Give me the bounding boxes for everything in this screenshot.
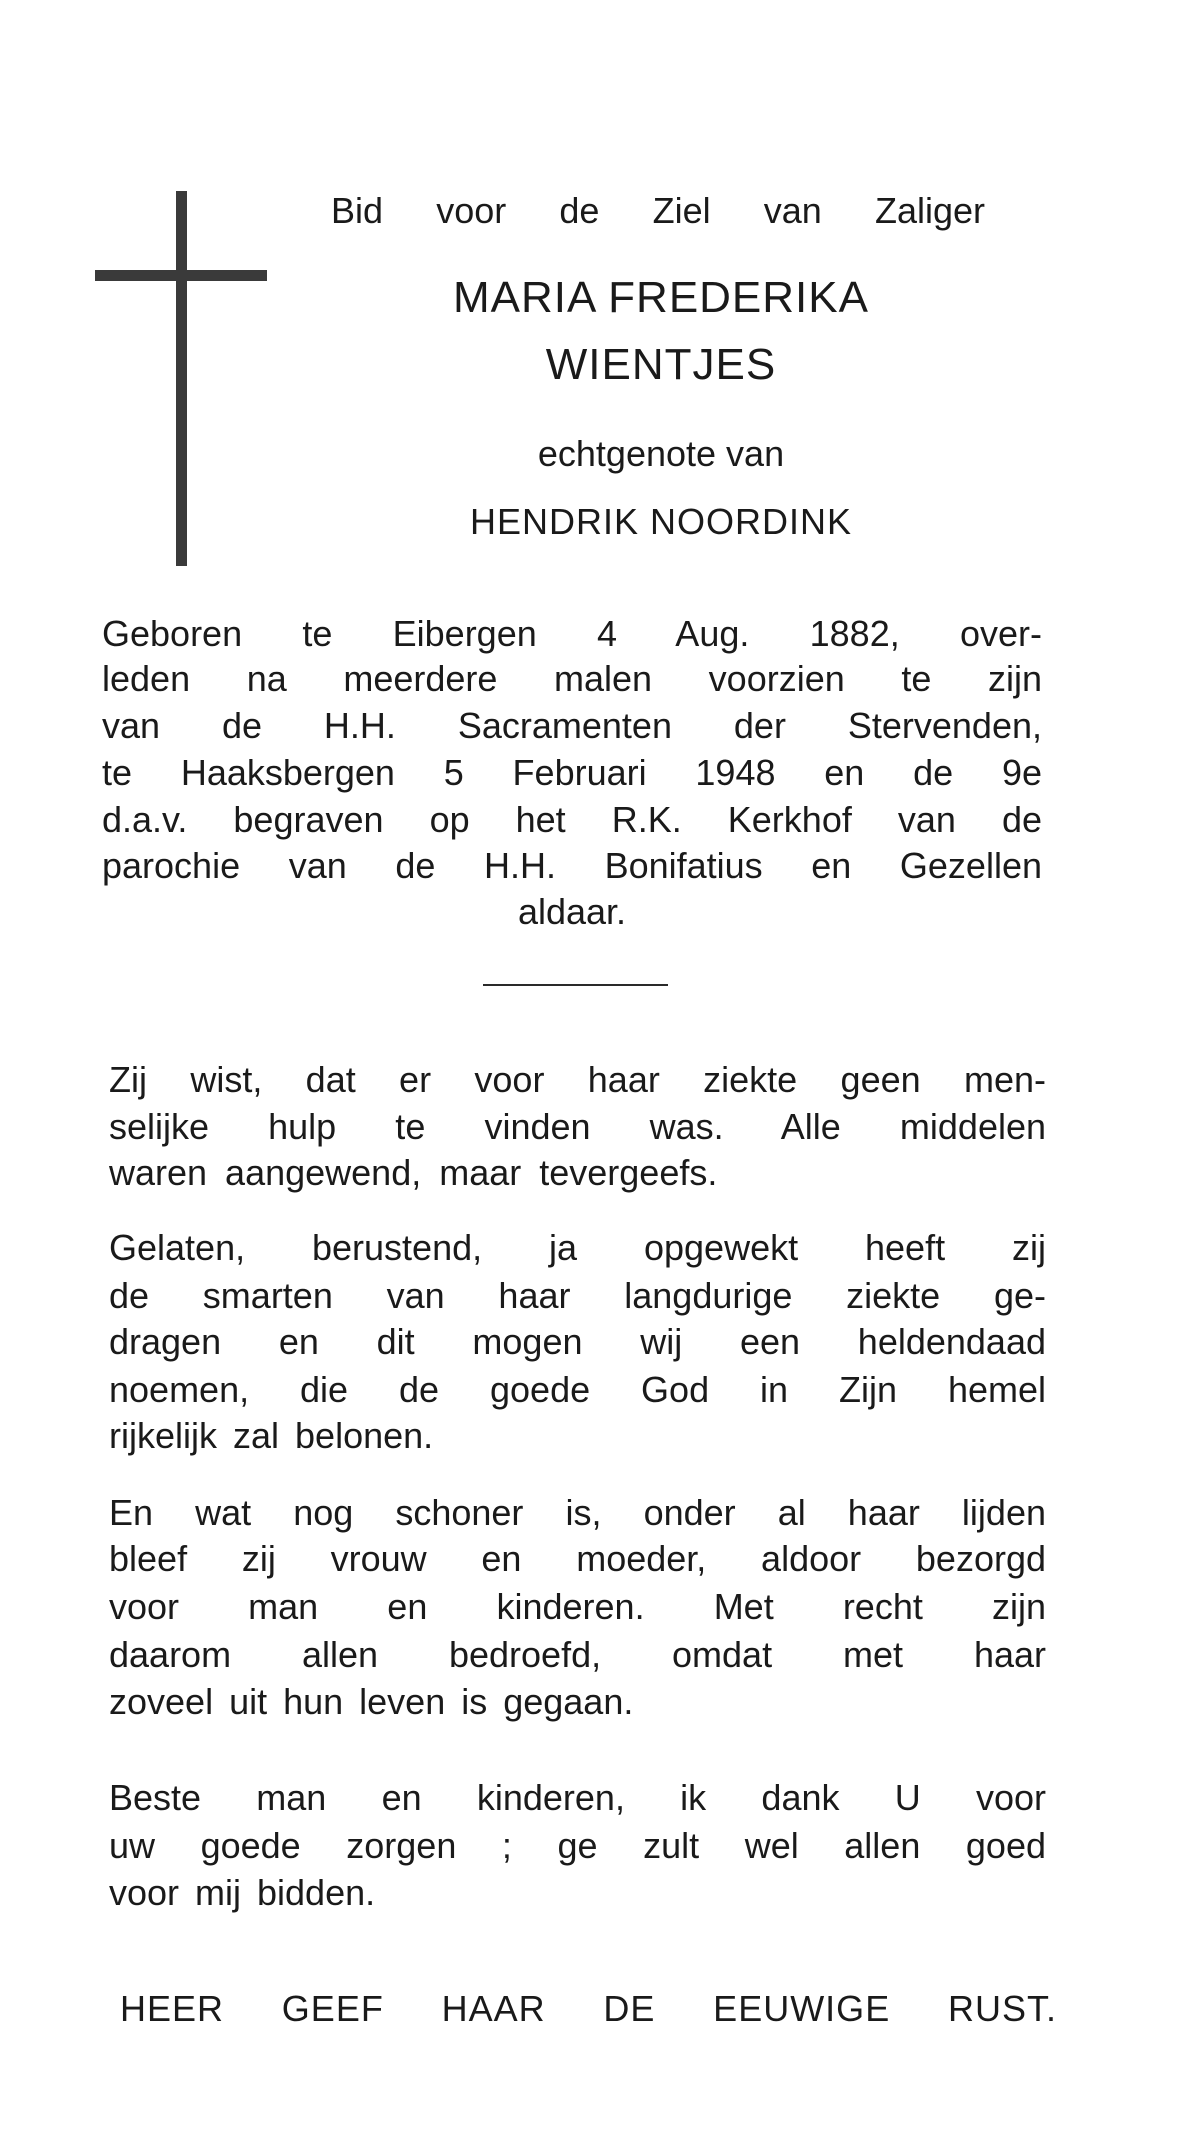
- text-line: selijke hulp te vinden was. Alle middelen: [109, 1106, 1046, 1147]
- text-line: bleef zij vrouw en moeder, aldoor bezorgd: [109, 1538, 1046, 1579]
- divider: [483, 984, 668, 986]
- text-line: noemen, die de goede God in Zijn hemel: [109, 1369, 1046, 1410]
- biography-line: parochie van de H.H. Bonifatius en Gezellen: [102, 845, 1042, 886]
- deceased-name-line2: WIENTJES: [545, 340, 777, 389]
- text-line: Zij wist, dat er voor haar ziekte geen men-: [109, 1059, 1046, 1100]
- text-line: de smarten van haar langdurige ziekte ge-: [109, 1275, 1046, 1316]
- prayer-heading: Bid voor de Ziel van Zaliger: [331, 190, 985, 231]
- biography-line: van de H.H. Sacramenten der Stervenden,: [102, 705, 1042, 746]
- text-line: Beste man en kinderen, ik dank U voor: [109, 1777, 1046, 1818]
- spouse-name: HENDRIK NOORDINK: [469, 501, 853, 542]
- text-line: voor man en kinderen. Met recht zijn: [109, 1586, 1046, 1627]
- biography-line: te Haaksbergen 5 Februari 1948 en de 9e: [102, 752, 1042, 793]
- biography-line: leden na meerdere malen voorzien te zijn: [102, 658, 1042, 699]
- text-line: zoveel uit hun leven is gegaan.: [109, 1681, 634, 1722]
- biography-line: aldaar.: [517, 891, 627, 932]
- text-line: uw goede zorgen ; ge zult wel allen goed: [109, 1825, 1046, 1866]
- spouse-label: echtgenote van: [537, 433, 785, 474]
- biography-line: Geboren te Eibergen 4 Aug. 1882, over-: [102, 613, 1042, 654]
- text-line: Gelaten, berustend, ja opgewekt heeft zij: [109, 1227, 1046, 1268]
- deceased-name-line1: MARIA FREDERIKA: [453, 273, 869, 322]
- text-line: En wat nog schoner is, onder al haar lijden: [109, 1492, 1046, 1533]
- closing-prayer: HEER GEEF HAAR DE EEUWIGE RUST.: [120, 1988, 1057, 2029]
- cross-vertical-bar: [176, 191, 187, 566]
- text-line: voor mij bidden.: [109, 1872, 376, 1913]
- text-line: daarom allen bedroefd, omdat met haar: [109, 1634, 1046, 1675]
- text-line: rijkelijk zal belonen.: [109, 1415, 434, 1456]
- text-line: dragen en dit mogen wij een heldendaad: [109, 1321, 1046, 1362]
- text-line: waren aangewend, maar tevergeefs.: [109, 1152, 718, 1193]
- cross-horizontal-bar: [95, 270, 267, 281]
- biography-line: d.a.v. begraven op het R.K. Kerkhof van de: [102, 799, 1042, 840]
